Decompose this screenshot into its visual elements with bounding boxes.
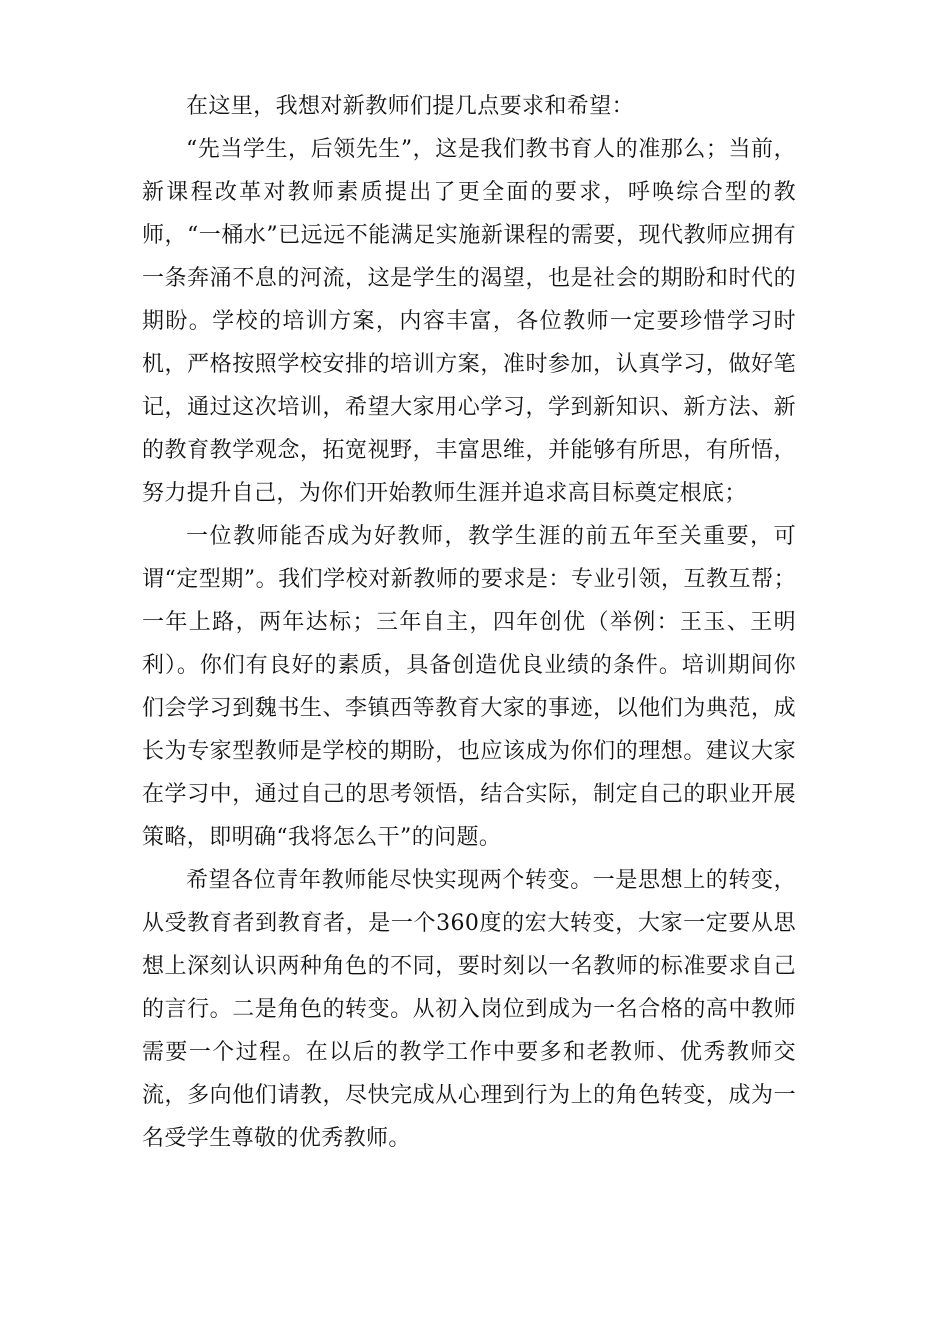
paragraph-formative-years: 一位教师能否成为好教师，教学生涯的前五年至关重要，可谓“定型期”。我们学校对新教师的要求是：专业引领，互教互帮；一年上路，两年达标；三年自主，四年创优（举例：王玉、王明利）。你们有良好的素质，具备创造优良业绩的条件。培训期间你们会学习到魏书生、李镇西等教育大家的事迹，以他们为典范，成长为专家型教师是学校的期盼，也应该成为你们的理想。建议大家在学习中，通过自己的思考领悟，结合实际，制定自己的职业开展策略，即明确“我将怎么干”的问题。 <box>142 524 796 850</box>
paragraph-learn-first: “先当学生，后领先生”，这是我们教书育人的准那么；当前，新课程改革对教师素质提出了更全面的要求，呼唤综合型的教师，“一桶水”已远远不能满足实施新课程的需要，现代教师应拥有一条奔涌不息的河流，这是学生的渴望，也是社会的期盼和时代的期盼。学校的培训方案，内容丰富，各位教师一定要珍惜学习时机，严格按照学校安排的培训方案，准时参加，认真学习，做好笔记，通过这次培训，希望大家用心学习，学到新知识、新方法、新的教育教学观念，拓宽视野，丰富思维，并能够有所思，有所悟，努力提升自己，为你们开始教师生涯并追求高目标奠定根底； <box>142 137 796 506</box>
paragraph-intro: 在这里，我想对新教师们提几点要求和希望： <box>186 94 635 119</box>
document-body <box>142 85 796 1160</box>
paragraph-two-transformations: 希望各位青年教师能尽快实现两个转变。一是思想上的转变，从受教育者到教育者，是一个360度的宏大转变，大家一定要从思想上深刻认识两种角色的不同，要时刻以一名教师的标准要求自己的言行。二是角色的转变。从初入岗位到成为一名合格的高中教师需要一个过程。在以后的教学工作中要多和老教师、优秀教师交流，多向他们请教，尽快完成从心理到行为上的角色转变，成为一名受学生尊敬的优秀教师。 <box>142 868 796 1151</box>
